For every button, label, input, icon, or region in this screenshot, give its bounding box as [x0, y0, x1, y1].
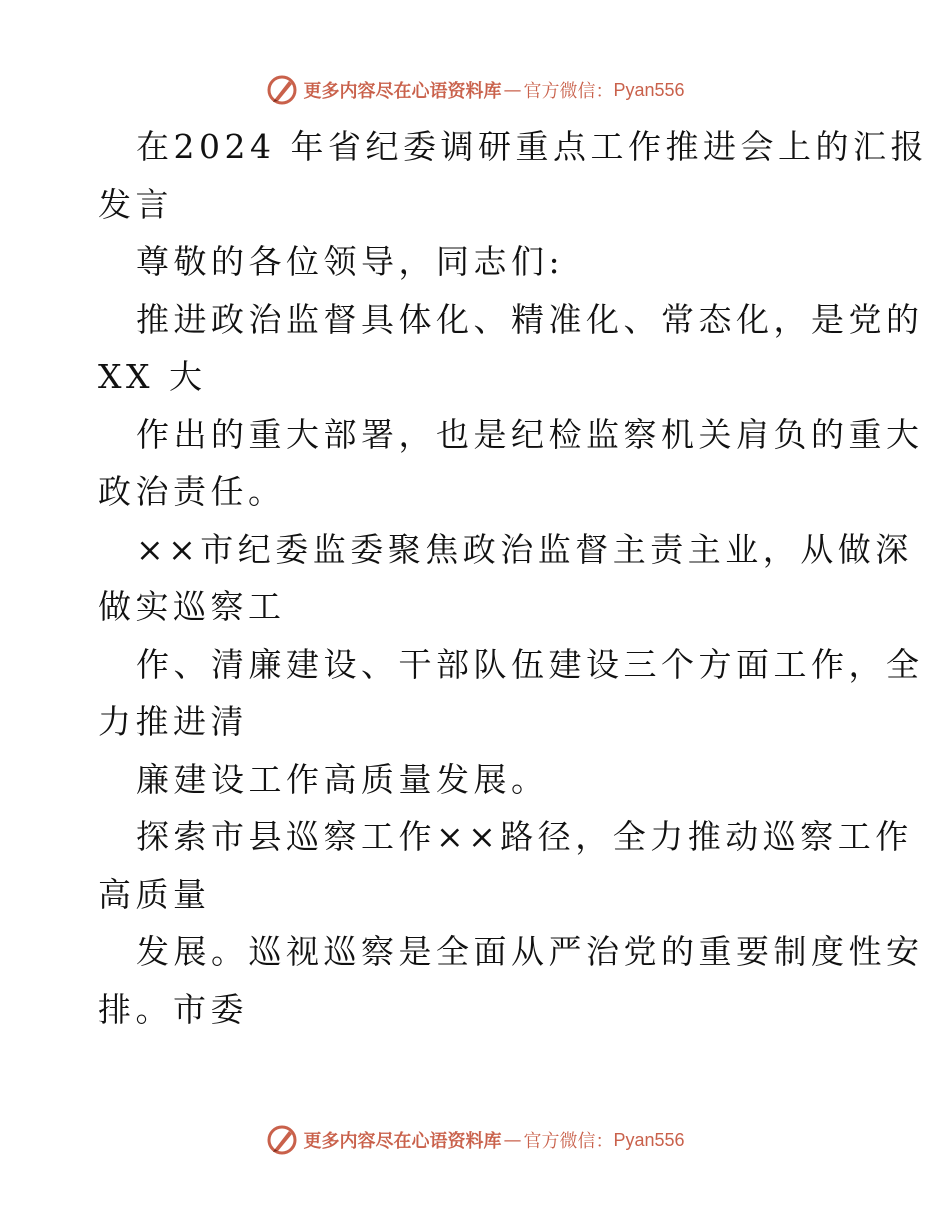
doc-line: 尊敬的各位领导，同志们:	[136, 242, 565, 281]
pen-logo-icon	[265, 1123, 299, 1157]
pen-logo-icon	[265, 73, 299, 107]
watermark-text: 更多内容尽在心语资料库	[303, 1131, 502, 1152]
doc-line: 作出的重大部署，也是纪检监察机关肩负的重大	[136, 414, 924, 454]
doc-line: 作、清廉建设、干部队伍建设三个方面工作，全	[136, 644, 924, 684]
doc-line: 做实巡察工	[98, 587, 286, 626]
doc-line: 排。市委	[98, 989, 248, 1029]
watermark-account-label: 官方微信：	[523, 1131, 614, 1152]
watermark-handle: Pyan556	[613, 1129, 685, 1150]
watermark-separator: —	[503, 79, 522, 101]
doc-line: 探索市县巡察工作××路径，全力推动巡察工作	[136, 817, 913, 856]
doc-line: 高质量	[98, 874, 211, 914]
watermark-handle: Pyan556	[613, 79, 685, 100]
watermark-separator: —	[503, 1129, 522, 1151]
document-body	[98, 118, 928, 1038]
doc-line: 发言	[98, 184, 173, 224]
footer-watermark	[0, 1120, 950, 1160]
doc-line: 在2024 年省纪委调研重点工作推进会上的汇报	[136, 127, 928, 166]
doc-line: 发展。巡视巡察是全面从严治党的重要制度性安	[136, 932, 924, 971]
doc-line: 力推进清	[98, 702, 248, 741]
doc-line: 廉建设工作高质量发展。	[136, 759, 549, 799]
header-watermark	[0, 70, 950, 110]
doc-line: 推进政治监督具体化、精准化、常态化，是党的	[136, 299, 924, 339]
doc-line: ××市纪委监委聚焦政治监督主责主业，从做深	[136, 529, 913, 569]
watermark-text: 更多内容尽在心语资料库	[303, 81, 502, 102]
doc-line: XX 大	[98, 357, 207, 396]
doc-line: 政治责任。	[98, 472, 286, 511]
watermark-account-label: 官方微信：	[523, 81, 614, 102]
